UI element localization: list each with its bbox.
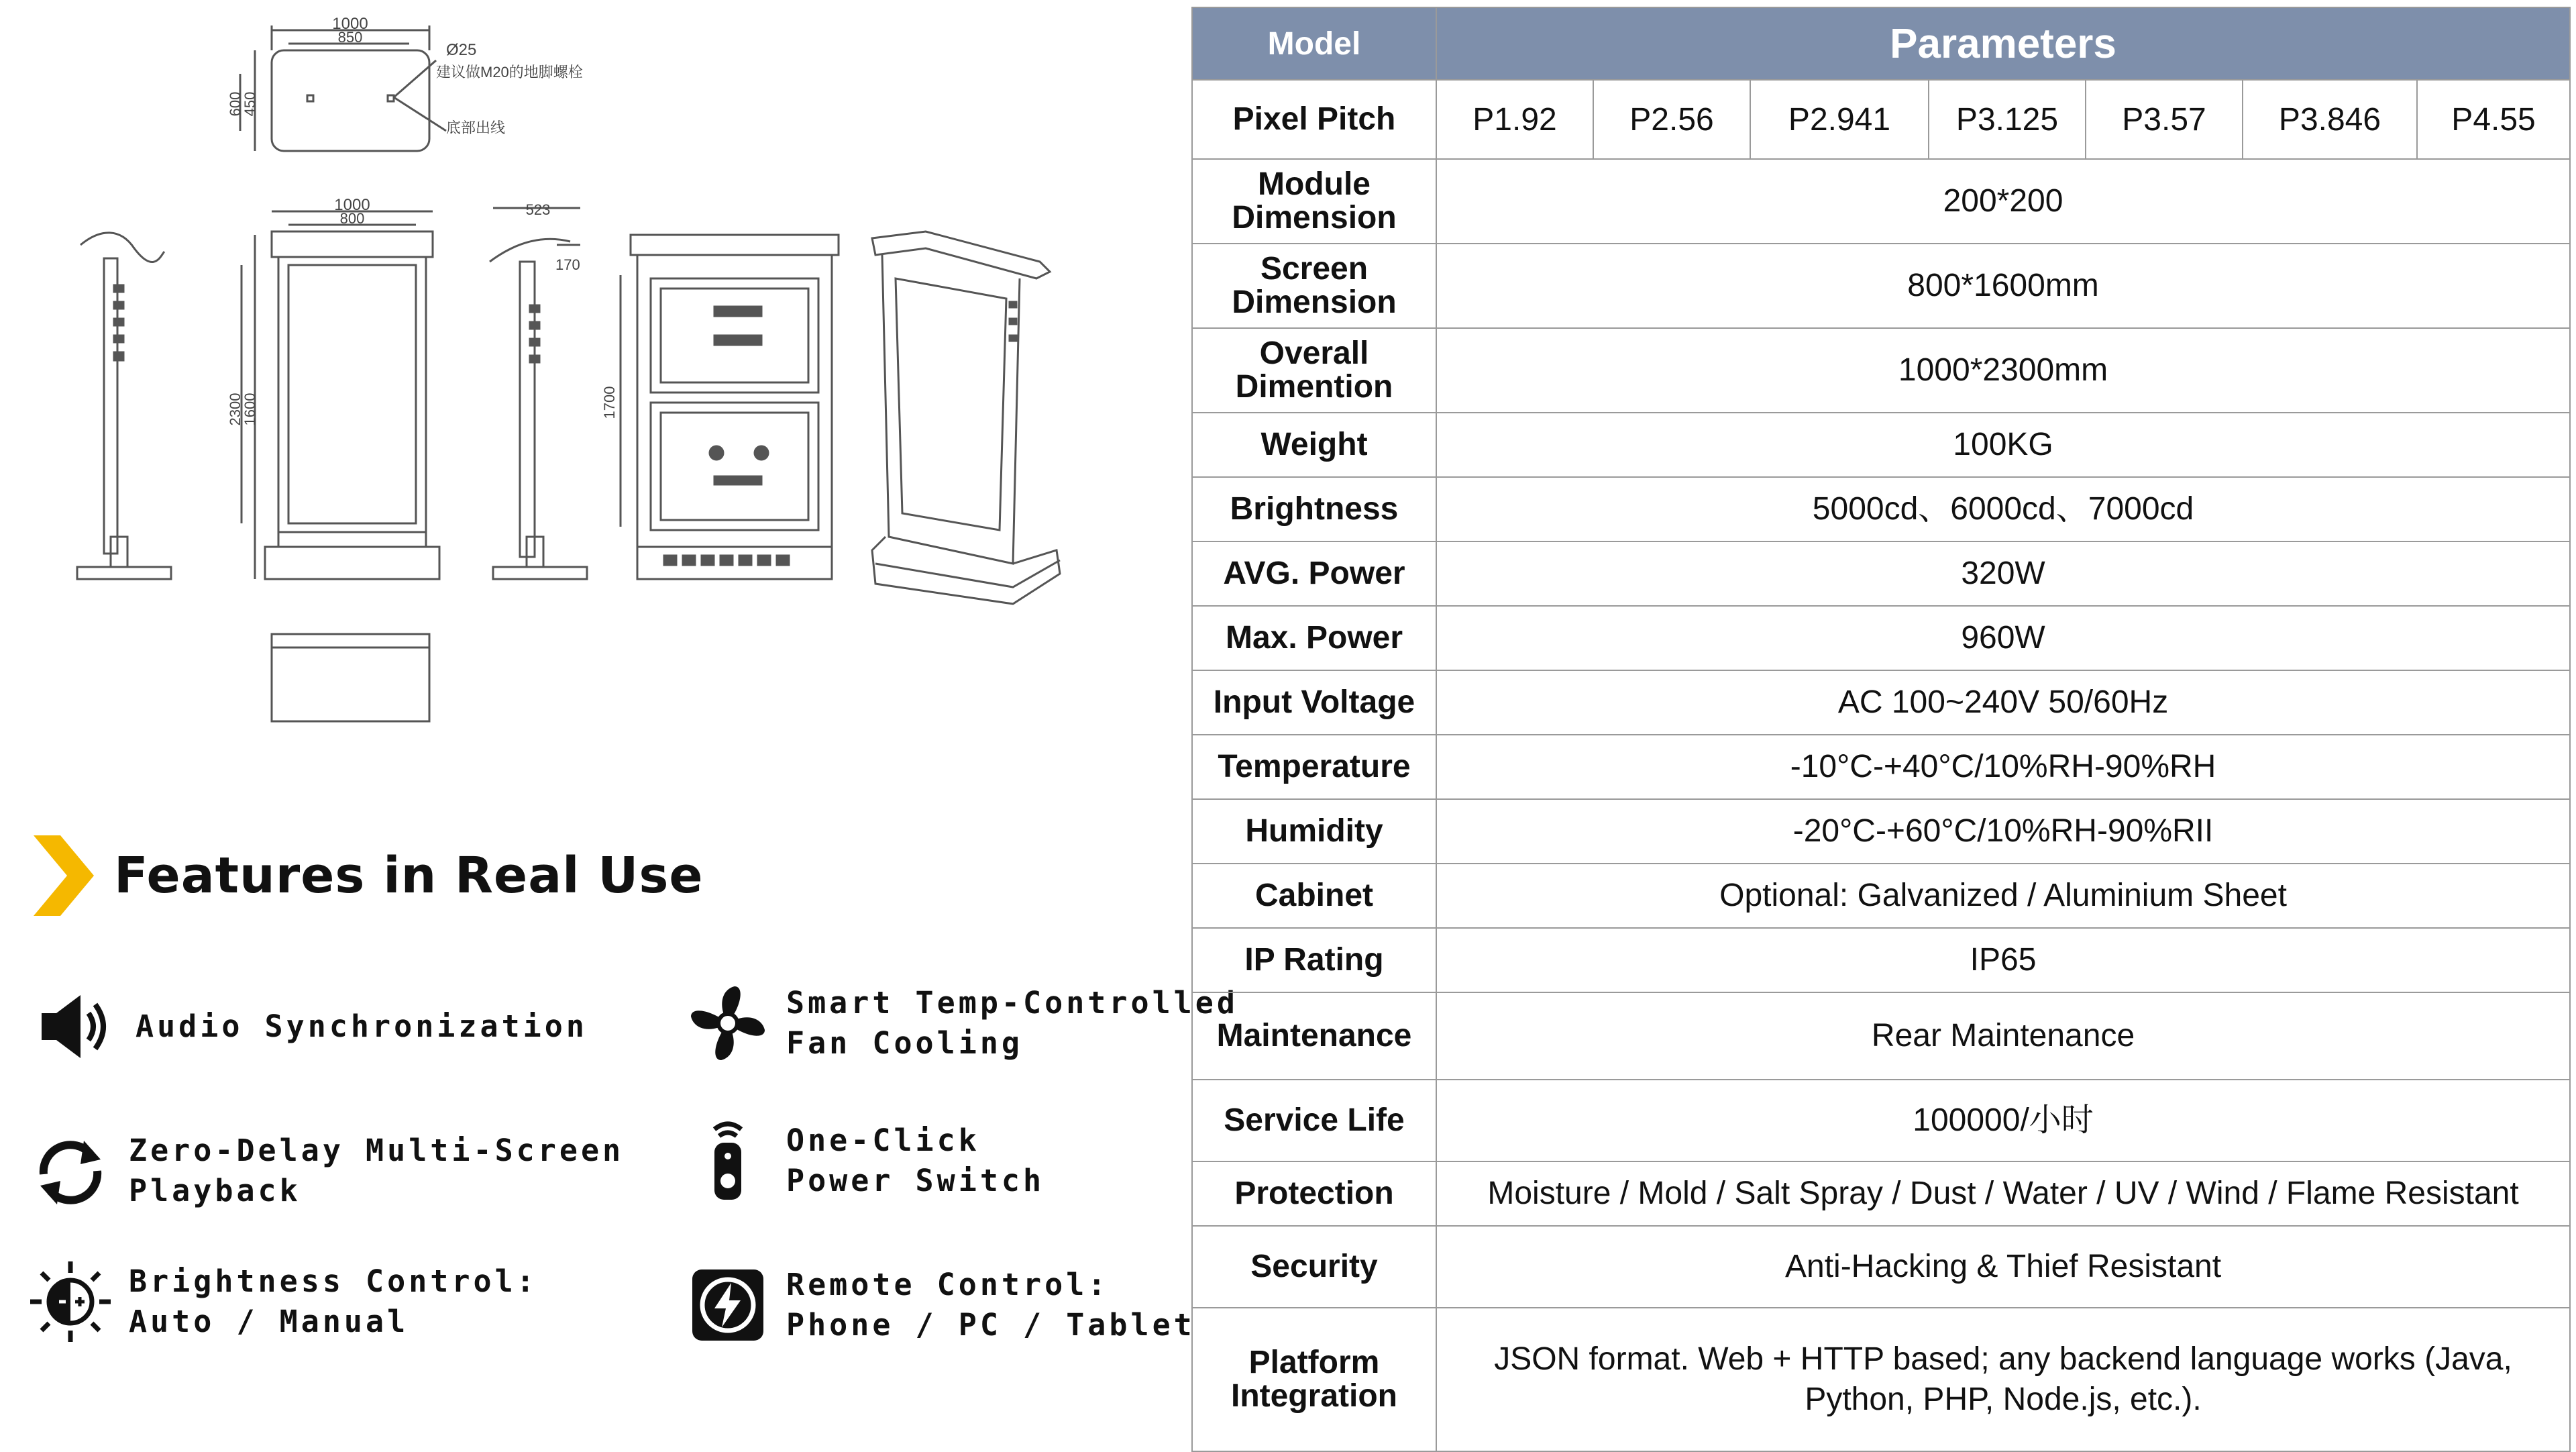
parameters-header: Parameters (1436, 7, 2570, 80)
dim-side-width: 523 (525, 201, 551, 218)
row-label-line: Integration (1231, 1378, 1397, 1414)
row-label-line: Cabinet (1254, 878, 1373, 913)
row-value (1436, 413, 2570, 477)
pixel-pitch-cell: P2.941 (1750, 80, 1929, 159)
row-value-line: 100000/小时 (1913, 1102, 2094, 1138)
table-row (1192, 928, 2570, 992)
row-value-line: 5000cd、6000cd、7000cd (1812, 491, 2194, 527)
rear-view-drawing (601, 235, 839, 579)
row-label-line: Dimension (1232, 200, 1397, 236)
row-value (1436, 928, 2570, 992)
brightness-icon (27, 1258, 114, 1345)
row-value-line: Optional: Galvanized / Aluminium Sheet (1719, 878, 2287, 913)
table-row (1192, 541, 2570, 606)
feature-multi-screen (27, 1127, 624, 1214)
row-label-line: IP Rating (1244, 942, 1384, 978)
table-row (1192, 1080, 2570, 1161)
row-value-line: 100KG (1953, 427, 2053, 462)
left-panel (0, 0, 1238, 1449)
feature-line: One-Click (786, 1123, 980, 1158)
row-value (1436, 328, 2570, 413)
row-value-line: 800*1600mm (1907, 268, 2099, 303)
dim-depth-inner: 450 (241, 91, 258, 117)
table-row (1192, 159, 2570, 244)
table-row (1192, 670, 2570, 735)
feature-line: Zero-Delay Multi-Screen (129, 1133, 625, 1168)
row-label-line: Security (1250, 1249, 1378, 1284)
row-label (1192, 413, 1436, 477)
row-label (1192, 992, 1436, 1080)
base-view-drawing (272, 634, 429, 721)
table-row (1192, 799, 2570, 864)
feature-line: Brightness Control: (129, 1263, 538, 1299)
row-value-line: JSON format. Web + HTTP based; any backend language works (Java, (1494, 1341, 2512, 1377)
row-label-line: Input Voltage (1213, 684, 1415, 720)
row-value (1436, 1161, 2570, 1226)
row-label (1192, 864, 1436, 928)
row-value-line: AC 100~240V 50/60Hz (1837, 684, 2169, 720)
row-value-line: -10°C-+40°C/10%RH-90%RH (1790, 749, 2216, 784)
row-value (1436, 541, 2570, 606)
side-view-drawing (77, 233, 171, 579)
row-label-line: Weight (1260, 427, 1368, 462)
features-heading (34, 832, 704, 919)
pixel-pitch-label: Pixel Pitch (1192, 80, 1436, 159)
table-row (1192, 864, 2570, 928)
feature-brightness (27, 1258, 538, 1345)
row-value (1436, 477, 2570, 541)
row-value (1436, 670, 2570, 735)
row-label (1192, 1226, 1436, 1308)
dim-height: 2300 (227, 393, 244, 426)
row-label (1192, 1308, 1436, 1451)
table-row (1192, 244, 2570, 328)
dim-front-inner: 800 (339, 210, 365, 227)
row-label (1192, 477, 1436, 541)
feature-line: Audio Synchronization (136, 1008, 588, 1044)
dim-side-offset: 170 (555, 256, 580, 273)
row-label-line: Platform (1248, 1345, 1380, 1380)
pixel-pitch-row (1192, 80, 2570, 159)
row-label (1192, 1080, 1436, 1161)
row-label-line: Humidity (1245, 813, 1383, 849)
pixel-pitch-cell: P1.92 (1436, 80, 1593, 159)
row-value (1436, 244, 2570, 328)
pixel-pitch-cell: P3.57 (2086, 80, 2243, 159)
row-value (1436, 799, 2570, 864)
table-header-row (1192, 7, 2570, 80)
remote-icon (684, 1117, 771, 1204)
lightning-icon (684, 1261, 771, 1349)
table-row (1192, 606, 2570, 670)
feature-line: Auto / Manual (129, 1304, 409, 1339)
dim-rear-height: 1700 (601, 386, 618, 419)
table-row (1192, 992, 2570, 1080)
row-label-line: Overall (1259, 335, 1369, 371)
row-label-line: Module (1258, 166, 1371, 202)
feature-audio-sync (34, 983, 588, 1070)
pixel-pitch-cell: P3.846 (2243, 80, 2417, 159)
row-label-line: Service Life (1224, 1102, 1405, 1138)
row-value-line: IP65 (1970, 942, 2037, 978)
row-value (1436, 864, 2570, 928)
dim-front-width: 1000 (334, 196, 370, 214)
table-row (1192, 735, 2570, 799)
row-label-line: Temperature (1218, 749, 1411, 784)
row-label-line: Protection (1234, 1176, 1394, 1211)
row-value-line: Python, PHP, Node.js, etc.). (1805, 1382, 2202, 1417)
table-row (1192, 413, 2570, 477)
row-label-line: Dimension (1232, 284, 1397, 320)
feature-remote-control (684, 1261, 1195, 1349)
row-label-line: Maintenance (1216, 1018, 1412, 1053)
sync-icon (27, 1127, 114, 1214)
feature-line: Power Switch (786, 1163, 1045, 1198)
row-label (1192, 159, 1436, 244)
row-value (1436, 1308, 2570, 1451)
table-row (1192, 1226, 2570, 1308)
feature-line: Fan Cooling (786, 1025, 1024, 1061)
chevron-right-icon (34, 835, 94, 916)
feature-line: Phone / PC / Tablet (786, 1307, 1195, 1343)
row-value-line: Anti-Hacking & Thief Resistant (1784, 1249, 2222, 1284)
dim-screen-height: 1600 (241, 393, 258, 426)
table-row (1192, 1161, 2570, 1226)
row-value-line: -20°C-+60°C/10%RH-90%RII (1792, 813, 2214, 849)
feature-line: Remote Control: (786, 1267, 1110, 1302)
dim-depth: 600 (227, 91, 244, 117)
table-row (1192, 477, 2570, 541)
row-label (1192, 606, 1436, 670)
spec-table (1191, 7, 2571, 1452)
row-label-line: AVG. Power (1223, 556, 1405, 591)
pixel-pitch-cell: P2.56 (1593, 80, 1750, 159)
row-label (1192, 244, 1436, 328)
feature-fan-cooling (684, 980, 1238, 1067)
row-label (1192, 735, 1436, 799)
row-label (1192, 328, 1436, 413)
bolt-note: 建议做M20的地脚螺栓 (436, 64, 583, 81)
model-header: Model (1192, 7, 1436, 80)
dim-top-width: 1000 (332, 15, 368, 33)
speaker-icon (34, 983, 121, 1070)
feature-line: Smart Temp-Controlled (786, 985, 1238, 1021)
row-value-line: 1000*2300mm (1898, 352, 2108, 388)
top-view-drawing (227, 15, 583, 151)
row-value (1436, 1226, 2570, 1308)
row-value-line: Rear Maintenance (1871, 1018, 2135, 1053)
side-view-dimensioned (490, 201, 587, 579)
row-value-line: 320W (1961, 556, 2045, 591)
row-label (1192, 670, 1436, 735)
pixel-pitch-cell: P3.125 (1929, 80, 2086, 159)
row-label (1192, 928, 1436, 992)
fan-icon (684, 980, 771, 1067)
technical-drawings (60, 13, 1073, 731)
row-label (1192, 541, 1436, 606)
feature-line: Playback (129, 1173, 301, 1208)
table-row (1192, 328, 2570, 413)
row-label (1192, 1161, 1436, 1226)
row-label-line: Max. Power (1225, 620, 1403, 656)
row-value (1436, 606, 2570, 670)
row-label (1192, 799, 1436, 864)
row-value (1436, 735, 2570, 799)
pixel-pitch-cell: P4.55 (2417, 80, 2570, 159)
row-label-line: Brightness (1230, 491, 1399, 527)
bolt-label: Ø25 (446, 41, 477, 59)
perspective-view-drawing (872, 231, 1060, 604)
row-value-line: 200*200 (1943, 183, 2063, 219)
feature-power-switch (684, 1117, 1044, 1204)
row-value (1436, 159, 2570, 244)
front-view-drawing (227, 196, 439, 579)
features-title: Features in Real Use (114, 847, 704, 904)
row-value (1436, 1080, 2570, 1161)
row-value-line: Moisture / Mold / Salt Spray / Dust / Water / UV / Wind / Flame Resistant (1487, 1176, 2519, 1211)
dim-top-inner: 850 (337, 29, 363, 46)
row-value-line: 960W (1961, 620, 2045, 656)
drawing-svg (60, 13, 1073, 731)
row-label-line: Dimention (1235, 369, 1393, 405)
table-row (1192, 1308, 2570, 1451)
row-label-line: Screen (1260, 251, 1368, 287)
cable-note: 底部出线 (446, 119, 506, 136)
row-value (1436, 992, 2570, 1080)
